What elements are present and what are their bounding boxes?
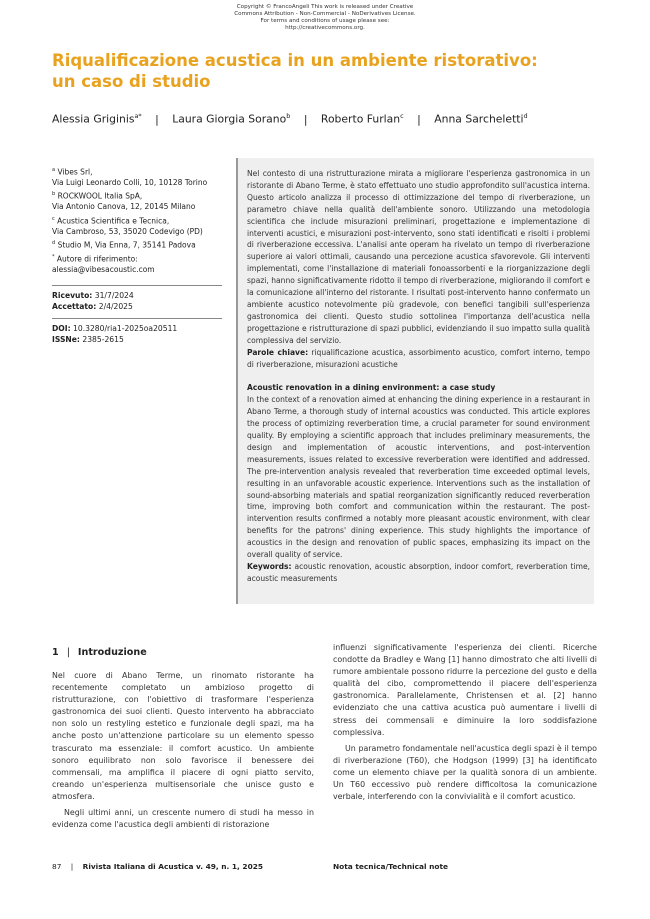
note-type: Nota tecnica/Technical note	[333, 862, 449, 871]
paper-title-line: un caso di studio	[52, 72, 211, 91]
identifiers	[52, 318, 222, 345]
section-separator: |	[66, 647, 70, 658]
paper-title-line: Riqualificazione acustica in un ambiente ristorativo:	[52, 51, 538, 70]
author-affiliation-mark: d	[523, 112, 528, 120]
affiliation-item: $^b$ ROCKWOOL Italia SpA, Via Antonio Canova, 12, 20145 Milano	[52, 191, 196, 212]
author-separator: |	[303, 112, 308, 126]
issn-label: ISSNe:	[52, 335, 80, 344]
body-paragraph: Negli ultimi anni, un crescente numero di studi ha messo in evidenza come l'acustica degli ambienti di ristorazione	[52, 808, 314, 830]
abstract-box	[236, 158, 594, 604]
author-name: Anna Sarcheletti	[434, 112, 524, 126]
author-name: Laura Giorgia Sorano	[172, 112, 287, 126]
author-name: Alessia Griginis	[52, 112, 135, 126]
abstract-english: In the context of a renovation aimed at enhancing the dining experience in a restaurant in Abano Terme, a thorough study of internal acoustics was conducted. This article explores the process of optimizing reverberation time, a crucial parameter for sound environment quality. By employing a scientific approach that includes preliminary measurements, the design and implementation of acoustic interventions, and post-intervention measurements, issues related to excessive reverberation were identified and addressed. The pre-intervention analysis revealed that reverberation time exceeded optimal levels, resulting in an unfavorable acoustic experience. Interventions such as the installation of sound-absorbing materials and spatial reorganization significantly reduced reverberation time, improving both comfort and communication within the restaurant. The post-intervention results confirmed a notably more pleasant acoustic environment, with clear benefits for the patrons' dining experience. This study highlights the importance of acoustics in the design and renovation of public spaces, emphasizing its impact on the overall quality of service.	[247, 395, 590, 560]
body-paragraph: influenzi significativamente l'esperienza dei clienti. Ricerche condotte da Bradley e Wang [1] hanno dimostrato che alti livelli di rumore ambientale possono ridurre la percezione del gusto e della qualità del cibo, compromettendo il piacere dell'esperienza gastronomica. Parallelamente, Christensen et al. [2] hanno evidenziato che una cattiva acustica può aumentare i livelli di stress dei commensali e diminuire la loro soddisfazione complessiva.	[333, 643, 597, 737]
copyright-link[interactable]: http://creativecommons.org.	[285, 25, 365, 31]
affiliation-item: $^d$ Studio M, Via Enna, 7, 35141 Padova	[52, 240, 196, 250]
copyright-notice	[225, 4, 425, 32]
copyright-line: Commons Attribution - Non-Commercial - NoDerivatives License.	[234, 11, 416, 17]
footer-separator: |	[70, 862, 74, 871]
author-list	[52, 112, 528, 126]
submission-dates	[52, 285, 222, 312]
author-separator: |	[417, 112, 421, 126]
journal-citation: Rivista Italiana di Acustica v. 49, n. 1, 2025	[82, 862, 263, 871]
affiliation-item: * Autore di riferimento: alessia@vibesacoustic.com	[52, 254, 155, 275]
section-number: 1	[52, 647, 59, 658]
affiliation-item: $^a$ Vibes Srl, Via Luigi Leonardo Colli, 10, 10128 Torino	[52, 167, 208, 187]
paper-title	[52, 50, 612, 92]
accepted-date: 2/4/2025	[98, 302, 133, 311]
received-label: Ricevuto:	[52, 291, 93, 300]
abstract-english-title: Acoustic renovation in a dining environment: a case study	[247, 383, 496, 393]
section-heading	[52, 647, 147, 658]
corresponding-email[interactable]: alessia@vibesacoustic.com	[52, 265, 155, 275]
keywords-english: Keywords: acoustic renovation, acoustic absorption, indoor comfort, reverberation time, acoustic measurements	[247, 562, 590, 583]
accepted-label: Accettato:	[52, 302, 97, 311]
doi-value[interactable]: 10.3280/ria1-2025oa20511	[73, 324, 178, 333]
affiliations	[52, 165, 222, 277]
copyright-line: Copyright © FrancoAngeli This work is released under Creative	[236, 4, 414, 10]
issn-value: 2385-2615	[82, 335, 124, 344]
section-title: Introduzione	[77, 647, 147, 658]
body-paragraph: Un parametro fondamentale nell'acustica degli spazi è il tempo di riverberazione (T60), che Hodgson (1999) [3] ha identificato come un elemento chiave per la qualità sonora di un ambiente. Un T60 eccessivo può rendere difficoltosa la comunicazione verbale, interferendo con la convivialità e il comfort acustico.	[333, 743, 597, 802]
body-column-left	[52, 670, 314, 831]
author-separator: |	[155, 112, 159, 126]
body-paragraph: Nel cuore di Abano Terme, un rinomato ristorante ha recentemente completato un ambizioso progetto di ristrutturazione, con l'obiettivo di trasformare l'esperienza gastronomica dei suoi clienti. Questo intervento ha abbracciato non solo un restyling estetico e funzionale degli spazi, ma ha anche posto un'attenzione particolare su un elemento spesso trascurato ma essenziale: il comfort acustico. Un ambiente sonoro equilibrato non solo favorisce il benessere dei commensali, ma amplifica il piacere di ogni piatto servito, creando un'esperienza multisensoriale che unisce gusto e atmosfera.	[52, 671, 314, 801]
affiliation-item: $^c$ Acustica Scientifica e Tecnica, Via Cambroso, 53, 35020 Codevigo (PD)	[52, 215, 203, 236]
author-affiliation-mark: a*	[134, 112, 142, 120]
received-date: 31/7/2024	[94, 291, 134, 300]
keywords-italian: Parole chiave: riqualificazione acustica, assorbimento acustico, comfort interno, tempo di riverberazione, misurazioni acustiche	[247, 347, 590, 369]
copyright-line: For terms and conditions of usage please see:	[260, 18, 390, 24]
author-affiliation-mark: c	[400, 112, 404, 120]
author-name: Roberto Furlan	[320, 112, 401, 126]
body-column-right	[333, 642, 597, 803]
page-number: 87	[52, 862, 62, 871]
abstract-italian: Nel contesto di una ristrutturazione mirata a migliorare l'esperienza gastronomica in un ristorante di Abano Terme, è stato effettuato uno studio approfondito sull'acustica interna. Questo articolo analizza il processo di ottimizzazione del tempo di riverberazione, un parametro chiave nella qualità dell'ambiente sonoro. Utilizzando una metodologia scientifica che include misurazioni preliminari, progettazione e implementazione di interventi acustici, e misurazioni post-intervento, sono stati identificati e risolti i problemi di riverberazione eccessiva. L'analisi ante operam ha rivelato un tempo di riverberazione superiore ai valori ottimali, causando una percezione acustica sfavorevole. Gli interventi implementati, come l'installazione di materiali fonoassorbenti e la riorganizzazione degli spazi, hanno significativamente ridotto il tempo di riverberazione, migliorando il comfort e la comunicazione all'interno del ristorante. I risultati post-intervento hanno confermato un ambiente acustico notevolmente più gradevole, con benefici tangibili sull'esperienza gastronomica dei clienti. Questo studio sottolinea l'importanza dell'acustica nella progettazione e ristrutturazione di spazi pubblici, evidenziando il suo impatto sulla qualità complessiva del servizio.	[247, 169, 590, 345]
doi-label: DOI:	[52, 324, 71, 333]
author-affiliation-mark: b	[286, 112, 291, 120]
page-footer	[52, 862, 597, 871]
